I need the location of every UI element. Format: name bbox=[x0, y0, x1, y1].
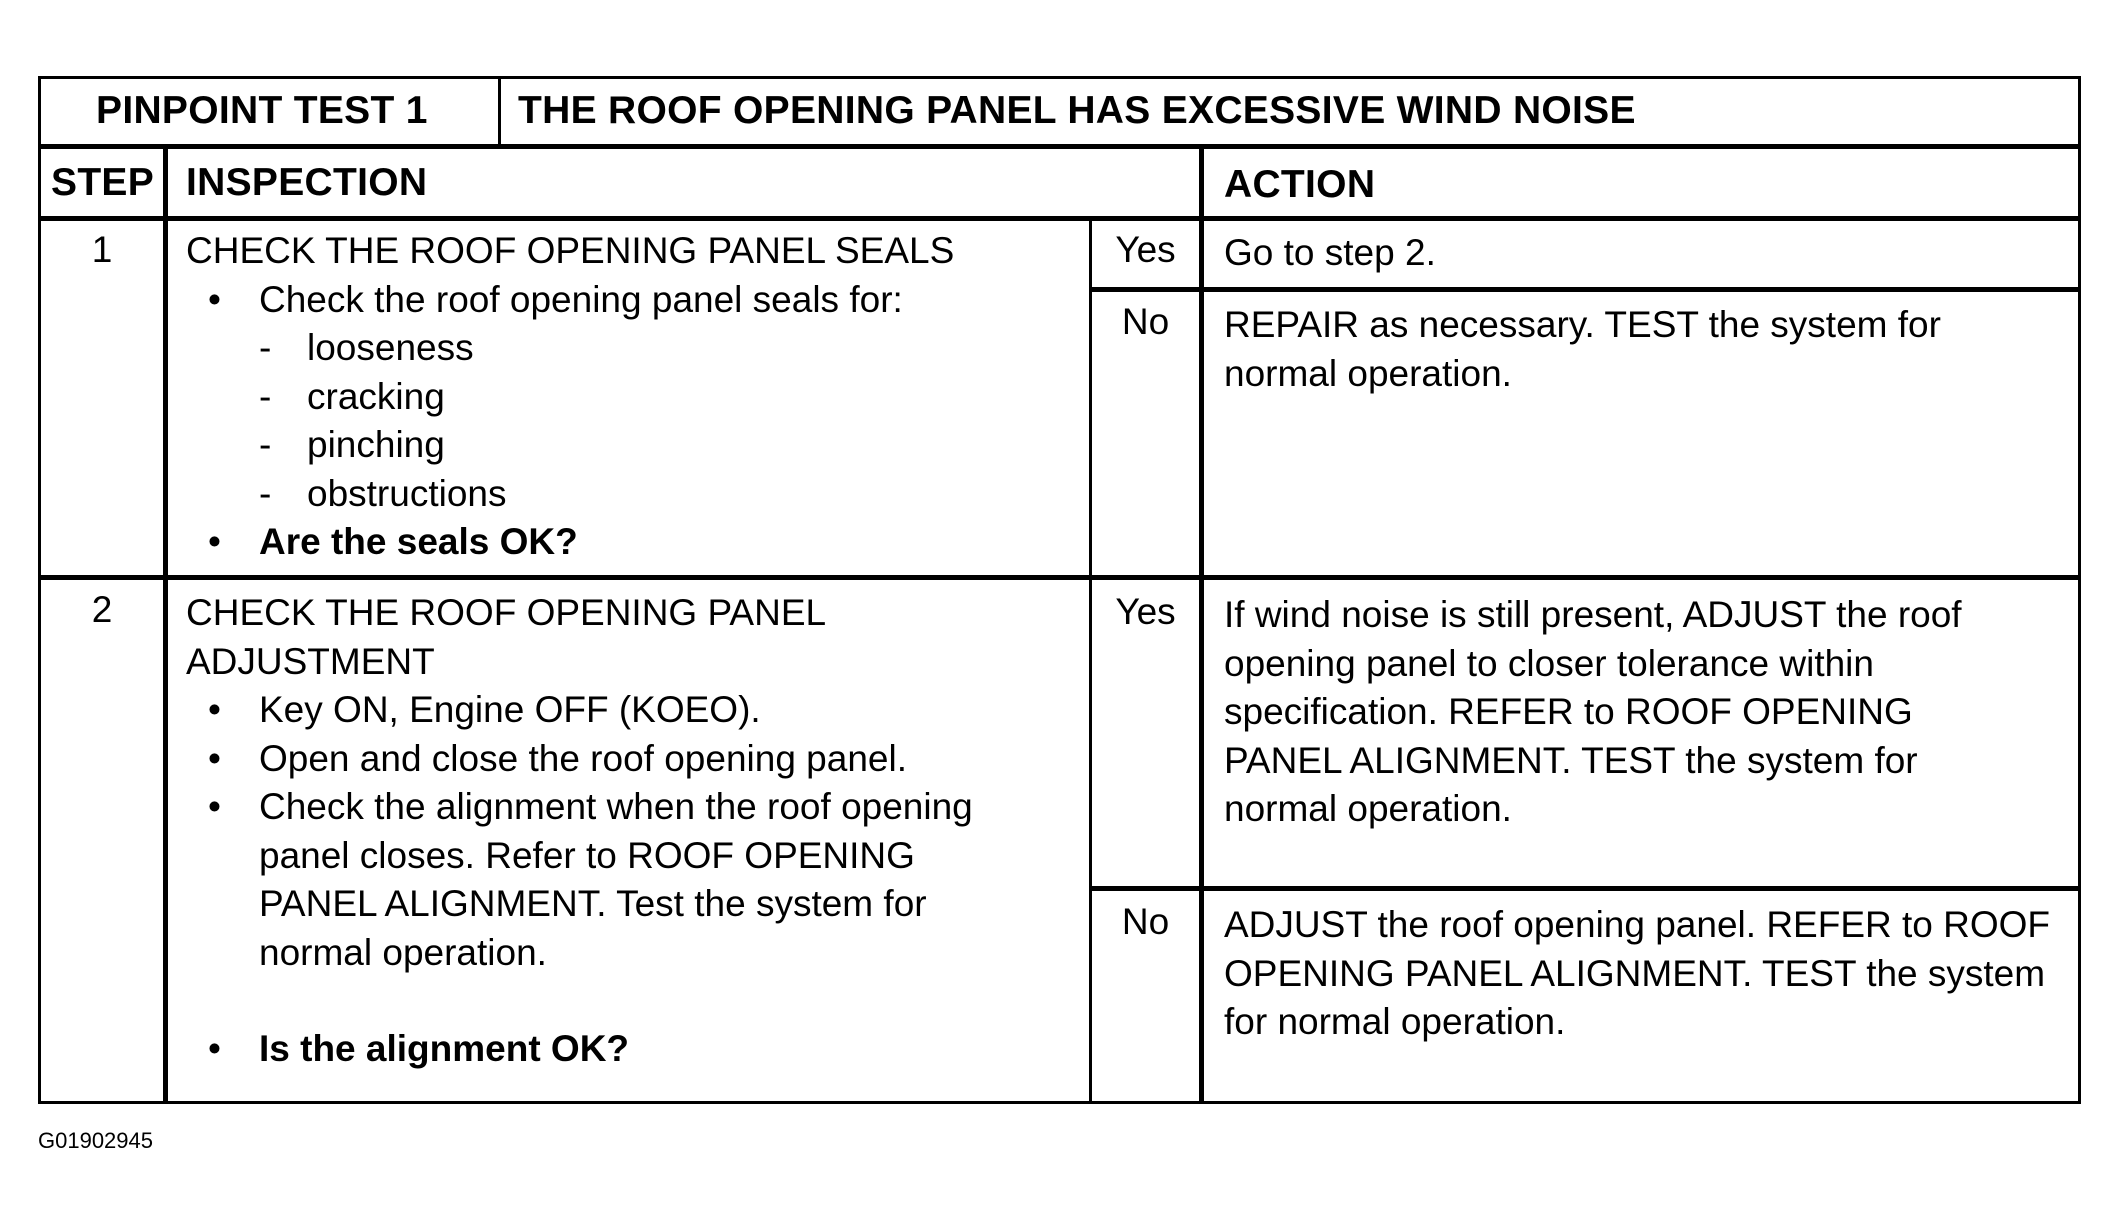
row-divider-header bbox=[41, 144, 2078, 149]
bullet-icon: • bbox=[208, 1028, 221, 1069]
step-2-inspection bbox=[186, 589, 1076, 1074]
column-header-inspection: INSPECTION bbox=[186, 161, 428, 204]
step-2-title: CHECK THE ROOF OPENING PANEL ADJUSTMENT bbox=[186, 592, 825, 682]
bullet-icon: • bbox=[208, 689, 221, 730]
test-title: THE ROOF OPENING PANEL HAS EXCESSIVE WIND NOISE bbox=[518, 89, 1636, 132]
bullet-icon: • bbox=[208, 521, 221, 562]
step-2-bullet: • Key ON, Engine OFF (KOEO). bbox=[186, 686, 1076, 735]
dash-icon: - bbox=[259, 375, 272, 417]
step-2-question: • Is the alignment OK? bbox=[186, 1025, 1076, 1074]
step-1-number: 1 bbox=[91, 229, 113, 270]
pinpoint-test-table bbox=[38, 76, 2081, 1104]
bullet-icon: • bbox=[208, 737, 221, 779]
step-1-bullets bbox=[186, 276, 1076, 567]
step-1-yes-action: Go to step 2. bbox=[1224, 232, 1436, 273]
col-divider-step bbox=[163, 146, 168, 1103]
step-1-sub-items bbox=[259, 324, 1076, 518]
step-1-inspection bbox=[186, 227, 1076, 567]
list-item: - cracking bbox=[259, 373, 1076, 422]
step-2-yes-action: If wind noise is still present, ADJUST the roof opening panel to closer tolerance within specification. REFER to ROOF OPENING PANEL ALIGNMENT. TEST the system for normal operation. bbox=[1224, 594, 1962, 829]
dash-icon: - bbox=[259, 472, 272, 514]
bullet-icon: • bbox=[208, 786, 221, 827]
column-header-action: ACTION bbox=[1224, 163, 1376, 206]
step-2-bullets bbox=[186, 686, 1076, 1074]
step-2-number: 2 bbox=[91, 589, 113, 630]
list-item: - looseness bbox=[259, 324, 1076, 373]
step-1-yes-label: Yes bbox=[1115, 229, 1176, 270]
row-divider-steps bbox=[41, 575, 2078, 580]
figure-id: G01902945 bbox=[38, 1128, 153, 1153]
step-1-question: • Are the seals OK? bbox=[186, 518, 1076, 567]
step-1-title: CHECK THE ROOF OPENING PANEL SEALS bbox=[186, 230, 955, 271]
step-1-bullet: • Check the roof opening panel seals for: - looseness - cracking - pinching - obstructions bbox=[186, 276, 1076, 519]
step-2-no-action: ADJUST the roof opening panel. REFER to ROOF OPENING PANEL ALIGNMENT. TEST the system for normal operation. bbox=[1224, 904, 2051, 1042]
list-item: - pinching bbox=[259, 421, 1076, 470]
bullet-icon: • bbox=[208, 278, 221, 320]
row2-yes-no-divider bbox=[1089, 886, 2078, 891]
step-1-no-label: No bbox=[1121, 301, 1170, 342]
step-2-bullet: • Open and close the roof opening panel. bbox=[186, 735, 1076, 784]
step-2-yes-label: Yes bbox=[1115, 591, 1176, 632]
list-item: - obstructions bbox=[259, 470, 1076, 519]
dash-icon: - bbox=[259, 327, 272, 368]
col-divider-answer-left bbox=[1089, 219, 1092, 1103]
row1-yes-no-divider bbox=[1089, 287, 2078, 292]
test-label: PINPOINT TEST 1 bbox=[96, 89, 428, 132]
dash-icon: - bbox=[259, 424, 272, 465]
step-2-bullet: • Check the alignment when the roof opening panel closes. Refer to ROOF OPENING PANEL ALIGNMENT. Test the system for normal operation. bbox=[186, 783, 979, 977]
row-divider-columns bbox=[41, 216, 2078, 221]
step-1-no-action: REPAIR as necessary. TEST the system for normal operation. bbox=[1224, 304, 1941, 394]
col-divider-header bbox=[498, 79, 501, 146]
step-2-no-label: No bbox=[1121, 901, 1170, 942]
column-header-step: STEP bbox=[51, 161, 155, 204]
